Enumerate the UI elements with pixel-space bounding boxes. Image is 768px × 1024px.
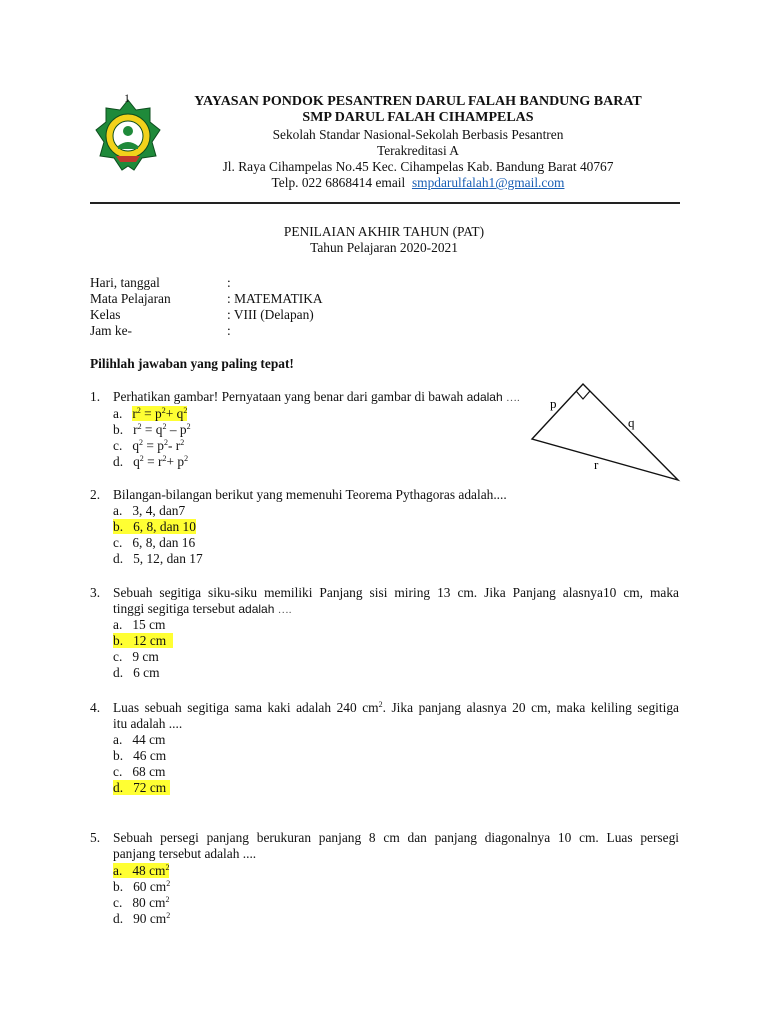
option-d[interactable]: d. 5, 12, dan 17 [113,551,203,566]
accreditation: Terakreditasi A [377,143,459,158]
label-r: r [594,457,599,472]
option-letter: b. [113,422,124,437]
question-number: 1. [90,389,101,404]
option-d[interactable]: d. 90 $cm^2$ [113,911,171,926]
question-text-line2: itu adalah .... [113,716,183,731]
info-label: Hari, tanggal [90,275,160,290]
option-text: $r^2 = p^2+ q^2$ [132,406,188,421]
option-a[interactable] [113,406,187,422]
school-tagline: Sekolah Standar Nasional-Sekolah Berbasis Pesantren [272,127,564,142]
exam-title: PENILAIAN AKHIR TAHUN (PAT) [283,224,485,239]
info-value: : [227,323,231,338]
option-letter: c. [113,438,123,453]
question-number: 3. [90,585,101,600]
option-a[interactable]: a. 3, 4, dan7 [113,503,186,518]
question-number: 5. [90,830,101,845]
info-label: Jam ke- [90,323,133,338]
instruction: Pilihlah jawaban yang paling tepat! [90,356,294,371]
school-name: SMP DARUL FALAH CIHAMPELAS [302,110,534,125]
question-stem-sans: adalah [466,390,503,404]
option-c[interactable]: c. 9 cm [113,649,159,664]
option-a[interactable]: a. 44 cm [113,732,166,747]
header-divider [90,202,680,204]
option-c[interactable]: c. 80 $cm^2$ [113,895,170,910]
question-text [113,389,520,406]
triangle-figure [520,376,690,486]
option-c[interactable]: c. 68 cm [113,764,166,779]
contact-line [34,175,768,191]
info-value: : VIII (Delapan) [227,307,314,322]
question-number: 2. [90,487,101,502]
option-text: $r^2 = q^2 - p^2$ [133,422,191,437]
label-p: p [550,396,557,411]
option-b[interactable]: b. 60 $cm^2$ [113,879,171,894]
school-address: Jl. Raya Cihampelas No.45 Kec. Cihampelas Kab. Bandung Barat 40767 [222,159,614,174]
question-text-line1: Sebuah persegi panjang berukuran panjang 8 cm dan panjang diagonalnya 10 cm. Luas persegi [113,830,679,845]
option-c[interactable]: c. 6, 8, dan 16 [113,535,196,550]
question-text-line1: Luas sebuah segitiga sama kaki adalah 240 $cm^2$. Jika panjang alasnya 20 cm, maka keliling segitiga [113,700,679,715]
option-d[interactable]: d. 6 cm [113,665,160,680]
option-b[interactable]: b. 46 cm [113,748,167,763]
question-text-line2: tinggi segitiga tersebut adalah …. [113,601,292,616]
exam-year: Tahun Pelajaran 2020-2021 [310,240,458,255]
option-b[interactable]: b. 6, 8, dan 10 [113,519,196,534]
option-text: $q^2 = p^2-$ $r^2$ [132,438,185,453]
option-b[interactable] [113,422,191,438]
option-letter: d. [113,454,124,469]
info-value: : MATEMATIKA [227,291,323,306]
option-text: $q^2 = r^2+ p^2$ [133,454,189,469]
right-triangle-diagram [520,376,690,486]
email-link[interactable]: smpdarulfalah1@gmail.com [411,175,565,190]
option-d[interactable] [113,454,188,470]
info-value: : [227,275,231,290]
right-angle-marker [576,391,590,399]
contact-phone: Telp. 022 6868414 email [271,175,406,190]
option-letter: a. [113,406,123,421]
info-label: Kelas [90,307,121,322]
foundation-name: YAYASAN PONDOK PESANTREN DARUL FALAH BANDUNG BARAT [194,94,642,109]
question-text: Bilangan-bilangan berikut yang memenuhi Teorema Pythagoras adalah.... [113,487,507,502]
option-a[interactable]: a. 15 cm [113,617,166,632]
info-label: Mata Pelajaran [90,291,171,306]
question-text-line1: Sebuah segitiga siku-siku memiliki Panjang sisi miring 13 cm. Jika Panjang alasnya10 cm, maka [113,585,679,600]
option-b[interactable]: b. 12 cm [113,633,173,649]
question-stem: Perhatikan gambar! Pernyataan yang benar dari gambar di bawah [113,389,464,404]
question-number: 4. [90,700,101,715]
option-d[interactable]: d. 72 cm [113,780,170,796]
question-text-line2: panjang tersebut adalah .... [113,846,257,861]
question-dots: …. [506,392,520,404]
option-a[interactable]: a. 48 $cm^2$ [113,863,170,878]
label-q: q [628,415,635,430]
logo-mark: 1 [124,91,130,105]
option-c[interactable] [113,438,184,454]
